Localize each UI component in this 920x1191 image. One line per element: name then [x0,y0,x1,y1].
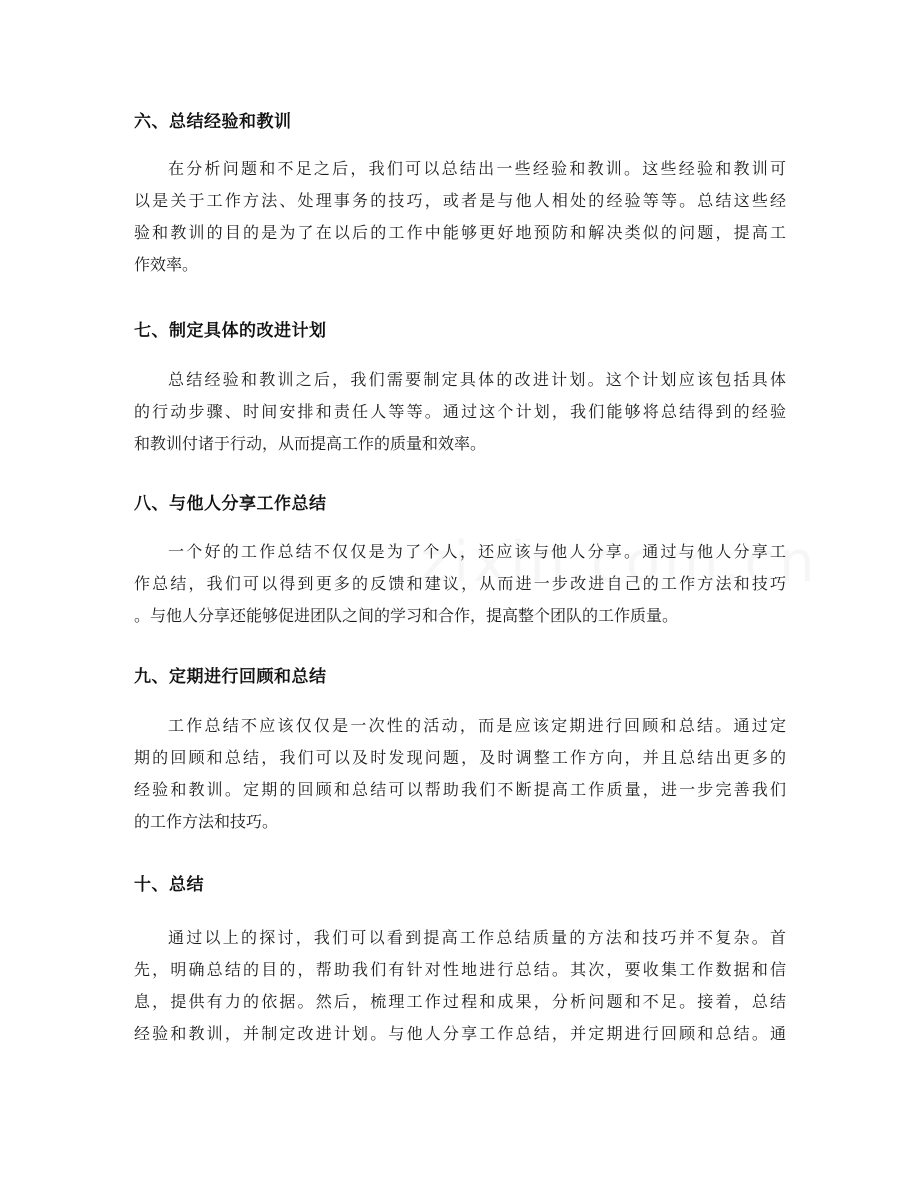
section-paragraph [134,922,786,1050]
paragraph-line: 先，明确总结的目的，帮助我们有针对性地进行总结。其次，要收集工作数据和信 [134,960,786,979]
section-heading: 六、总结经验和教训 [134,112,292,132]
section-9 [134,665,786,831]
section-heading: 十、总结 [134,875,204,895]
paragraph-line: 作效率。 [134,255,199,274]
section-paragraph [134,710,786,838]
paragraph-line: 工作总结不应该仅仅是一次性的活动，而是应该定期进行回顾和总结。通过定 [168,716,786,735]
paragraph-line: 总结经验和教训之后，我们需要制定具体的改进计划。这个计划应该包括具体 [168,370,786,389]
paragraph-line: 验和教训的目的是为了在以后的工作中能够更好地预防和解决类似的问题，提高工 [134,223,786,242]
section-paragraph [134,364,786,460]
paragraph-line: 息，提供有力的依据。然后，梳理工作过程和成果，分析问题和不足。接着，总结 [134,992,786,1011]
section-paragraph [134,153,786,281]
paragraph-line: 作总结，我们可以得到更多的反馈和建议，从而进一步改进自己的工作方法和技巧 [134,574,786,593]
paragraph-line: 和教训付诸于行动，从而提高工作的质量和效率。 [134,434,487,453]
paragraph-line: 通过以上的探讨，我们可以看到提高工作总结质量的方法和技巧并不复杂。首 [168,928,786,947]
paragraph-line: 的工作方法和技巧。 [134,812,279,831]
paragraph-line: 经验和教训。定期的回顾和总结可以帮助我们不断提高工作质量，进一步完善我们 [134,780,786,799]
paragraph-line: 经验和教训，并制定改进计划。与他人分享工作总结，并定期进行回顾和总结。通 [134,1024,786,1043]
section-7 [134,319,786,453]
section-heading: 九、定期进行回顾和总结 [134,667,327,687]
section-heading: 七、制定具体的改进计划 [134,321,327,341]
section-10 [134,873,786,1043]
paragraph-line: 。与他人分享还能够促进团队之间的学习和合作，提高整个团队的工作质量。 [134,606,679,625]
paragraph-line: 在分析问题和不足之后，我们可以总结出一些经验和教训。这些经验和教训可 [168,159,786,178]
section-6 [134,110,786,274]
section-8 [134,492,786,625]
paragraph-line: 期的回顾和总结，我们可以及时发现问题，及时调整工作方向，并且总结出更多的 [134,748,786,767]
paragraph-line: 的行动步骤、时间安排和责任人等等。通过这个计划，我们能够将总结得到的经验 [134,402,786,421]
paragraph-line: 以是关于工作方法、处理事务的技巧，或者是与他人相处的经验等等。总结这些经 [134,191,786,210]
section-paragraph [134,536,786,632]
paragraph-line: 一个好的工作总结不仅仅是为了个人，还应该与他人分享。通过与他人分享工 [168,542,786,561]
section-heading: 八、与他人分享工作总结 [134,494,327,514]
